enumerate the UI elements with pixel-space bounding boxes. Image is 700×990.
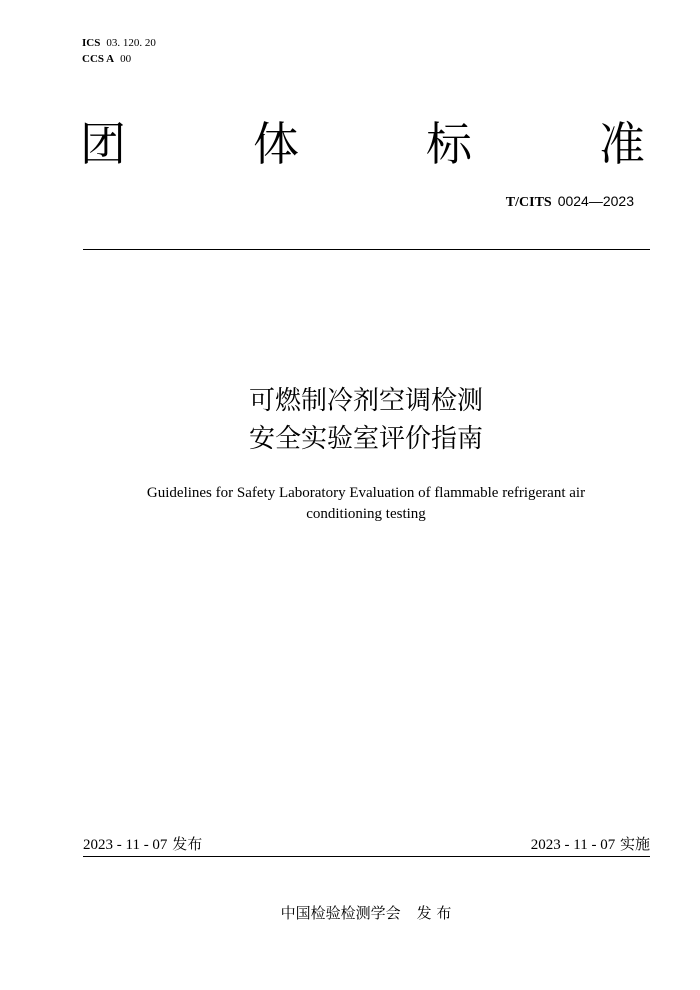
bottom-divider — [83, 856, 650, 857]
implement-date: 2023 - 11 - 07 — [530, 837, 616, 853]
classification-codes — [82, 35, 156, 67]
publisher-action: 发 布 — [416, 904, 452, 922]
standard-type-char: 体 — [253, 117, 299, 171]
publisher-line — [0, 902, 700, 924]
implement-date-group — [531, 834, 650, 855]
standard-number — [506, 191, 634, 213]
english-title-line-2: conditioning testing — [306, 506, 426, 522]
english-title-line-1: Guidelines for Safety Laboratory Evaluation of flammable refrigerant air — [146, 485, 586, 501]
standard-number-value: 0024—2023 — [557, 193, 634, 209]
chinese-title-line-1: 可燃制冷剂空调检测 — [248, 386, 483, 416]
implement-label: 实施 — [619, 835, 650, 853]
chinese-title-line-2: 安全实验室评价指南 — [248, 424, 483, 454]
publish-label: 发布 — [172, 835, 203, 853]
ics-label: ICS — [82, 37, 101, 49]
publish-date: 2023 - 11 - 07 — [83, 837, 168, 853]
date-row — [83, 834, 650, 855]
standard-type-char: 标 — [426, 117, 472, 171]
top-divider — [83, 249, 650, 250]
standard-number-prefix: T/CITS — [505, 195, 552, 210]
publisher-name: 中国检验检测学会 — [280, 904, 401, 922]
ics-line — [82, 35, 156, 51]
publish-date-group — [83, 834, 202, 855]
standard-type-char: 团 — [80, 117, 126, 171]
english-title — [110, 483, 622, 525]
ics-value: 03. 120. 20 — [106, 37, 156, 49]
ccs-line — [82, 51, 156, 67]
chinese-title — [0, 382, 700, 458]
ccs-value: 00 — [120, 53, 132, 65]
standard-type-heading — [80, 114, 645, 174]
ccs-label: CCS A — [82, 53, 115, 65]
standard-type-char: 准 — [599, 117, 645, 171]
